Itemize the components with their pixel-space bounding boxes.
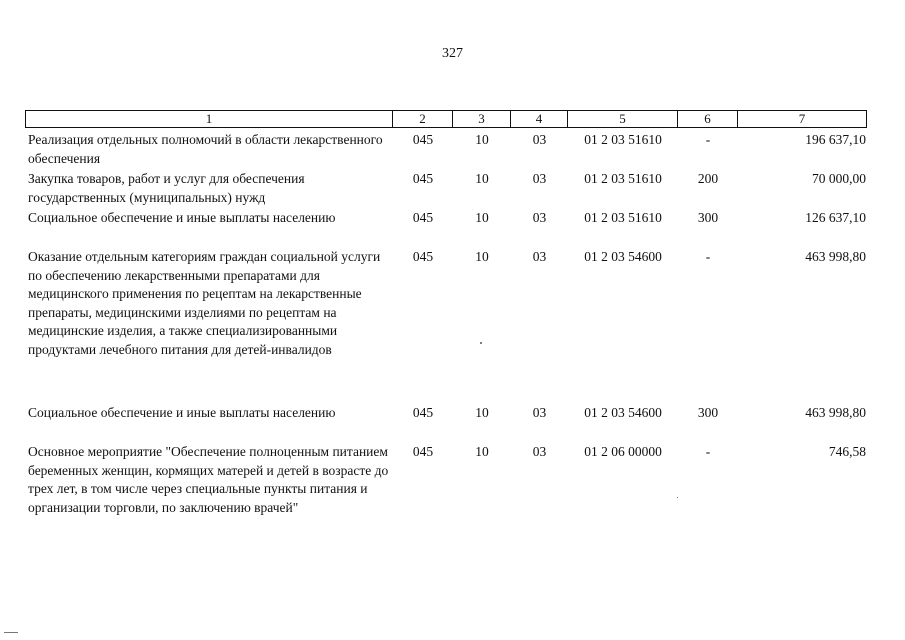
row-name: Закупка товаров, работ и услуг для обеспечения государственных (муниципальных) нужд	[28, 171, 305, 205]
row-col7: 463 998,80	[805, 405, 866, 420]
row-col6: 200	[697, 171, 719, 186]
row-col6: -	[705, 249, 711, 264]
column-header-6: 6	[678, 110, 738, 128]
row-col2: 045	[412, 249, 434, 264]
row-col6: -	[705, 132, 711, 147]
row-col2: 045	[412, 210, 434, 225]
row-col6: -	[705, 444, 711, 459]
row-col5: 01 2 03 54600	[584, 249, 662, 264]
row-col7: 463 998,80	[805, 249, 866, 264]
table-row	[25, 404, 867, 423]
column-header-5: 5	[568, 110, 678, 128]
row-col5: 01 2 06 00000	[584, 444, 662, 459]
row-col3: 10	[475, 171, 489, 186]
row-name: Оказание отдельным категориям граждан социальной услуги по обеспечению лекарственными препаратами для медицинского применения по рецептам на лекарственные препараты, медицинскими изделиями по рецептам на медицинские изделия, а также специализированными продуктами лечебного питания для детей-инвалидов	[28, 249, 381, 357]
column-header-7: 7	[738, 110, 867, 128]
table-row	[25, 170, 867, 207]
column-header-1: 1	[25, 110, 393, 128]
row-col4: 03	[532, 405, 547, 420]
row-col2: 045	[412, 444, 434, 459]
row-col5: 01 2 03 51610	[584, 171, 662, 186]
row-col3: 10	[475, 249, 489, 264]
row-col7: 70 000,00	[812, 171, 866, 186]
row-col7: 196 637,10	[805, 132, 866, 147]
table-header	[25, 110, 867, 128]
column-header-2: 2	[393, 110, 453, 128]
row-name: Реализация отдельных полномочий в области лекарственного обеспечения	[28, 132, 383, 166]
row-col5: 01 2 03 54600	[584, 405, 662, 420]
row-col3: 10	[475, 132, 489, 147]
row-col3: 10	[475, 444, 489, 459]
row-col7: 746,58	[828, 444, 866, 459]
row-col6: 300	[697, 405, 719, 420]
row-col5: 01 2 03 51610	[584, 132, 662, 147]
table-row	[25, 209, 867, 228]
row-col6: 300	[697, 210, 719, 225]
row-col2: 045	[412, 171, 434, 186]
row-col4: 03	[532, 249, 547, 264]
table-row	[25, 248, 867, 359]
row-name: Основное мероприятие "Обеспечение полноценным питанием беременных женщин, кормящих матерей и детей в возрасте до трех лет, в том числе через специальные пункты питания и организации торговли, по заключению врачей"	[28, 444, 389, 515]
scan-mark	[4, 632, 18, 633]
row-col4: 03	[532, 171, 547, 186]
row-col3: 10	[475, 405, 489, 420]
row-col4: 03	[532, 210, 547, 225]
row-name: Социальное обеспечение и иные выплаты населению	[28, 210, 336, 225]
column-header-3: 3	[453, 110, 511, 128]
row-name: Социальное обеспечение и иные выплаты населению	[28, 405, 336, 420]
row-col4: 03	[532, 132, 547, 147]
row-col7: 126 637,10	[805, 210, 866, 225]
row-col3: 10	[475, 210, 489, 225]
scan-speck	[677, 497, 678, 498]
row-col2: 045	[412, 132, 434, 147]
row-col4: 03	[532, 444, 547, 459]
table-row	[25, 131, 867, 168]
row-col5: 01 2 03 51610	[584, 210, 662, 225]
scan-speck	[480, 342, 482, 344]
page-number: 327	[442, 46, 463, 61]
row-col2: 045	[412, 405, 434, 420]
column-header-4: 4	[511, 110, 568, 128]
table-row	[25, 443, 867, 517]
